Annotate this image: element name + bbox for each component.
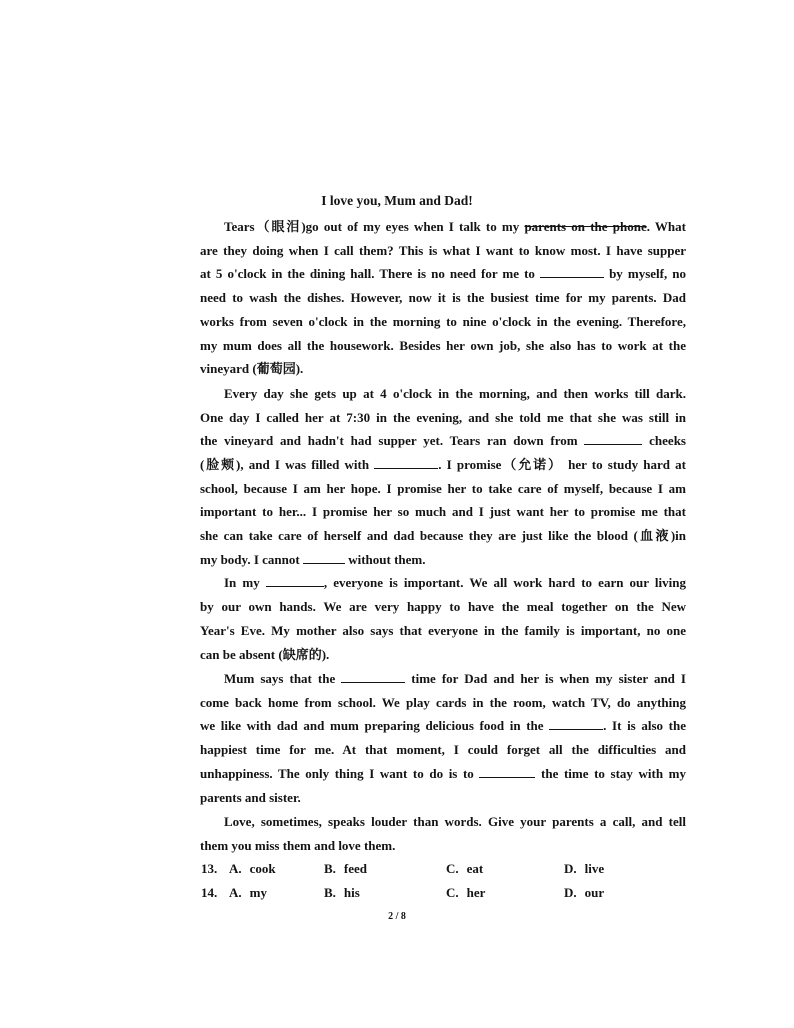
line-text: Every day she gets up at 4 o'clock in the morning, and then works till dark.: [224, 386, 686, 401]
text-line: [200, 789, 686, 807]
text-line: [200, 622, 686, 640]
text-line: [200, 456, 686, 474]
line-text: my mum does all the housework. Besides her own job, she also has to work at the: [200, 338, 686, 353]
line-text: school, because I am her hope. I promise her to take care of myself, because I am: [200, 481, 686, 496]
text-line: [200, 313, 686, 331]
text-line: [224, 218, 686, 236]
text-line: [200, 503, 686, 521]
question-number: 14.: [201, 885, 218, 900]
option-letter: B.: [324, 861, 336, 876]
text-line: [200, 598, 686, 616]
line-text: the time to stay with my: [535, 766, 686, 781]
option-text: eat: [466, 861, 484, 876]
line-text: vineyard (葡萄园).: [200, 361, 304, 376]
line-text: , everyone is important. We all work hard to earn our living: [323, 575, 687, 590]
option-text: my: [249, 885, 267, 900]
line-text: happiest time for me. At that moment, I could forget all the difficulties and: [200, 742, 686, 757]
answer-option: [324, 885, 360, 901]
answer-blank: [540, 265, 604, 278]
line-text: unhappiness. The only thing I want to do is to: [200, 766, 480, 781]
line-text: them you miss them and love them.: [200, 838, 396, 853]
option-letter: C.: [446, 861, 459, 876]
text-line: [200, 360, 686, 378]
line-text: . What: [646, 219, 686, 234]
text-line: [200, 265, 686, 283]
answer-option: [564, 885, 604, 901]
line-text: Year's Eve. My mother also says that everyone in the family is important, no one: [200, 623, 686, 638]
text-line: [200, 242, 686, 260]
line-text: (脸颊), and I was filled with: [200, 457, 375, 472]
option-letter: A.: [229, 861, 242, 876]
line-text: parents and sister.: [200, 790, 301, 805]
line-text: by our own hands. We are very happy to have the meal together on the New: [200, 599, 686, 614]
answer-option: [446, 861, 483, 877]
option-text: her: [466, 885, 486, 900]
line-text: important to her... I promise her so much and I just want her to promise me that: [200, 504, 686, 519]
passage-title: I love you, Mum and Dad!: [321, 193, 473, 208]
answer-blank: [341, 670, 405, 683]
option-letter: B.: [324, 885, 336, 900]
line-text: she can take care of herself and dad because they are just like the blood (血液)in: [200, 528, 686, 543]
text-line: [200, 646, 686, 664]
option-text: our: [584, 885, 605, 900]
text-line: [200, 717, 686, 735]
option-text: his: [343, 885, 360, 900]
text-line: [200, 289, 686, 307]
text-line: [224, 670, 686, 688]
line-text: Love, sometimes, speaks louder than words. Give your parents a call, and tell: [224, 814, 686, 829]
answer-blank: [374, 456, 438, 469]
text-line: [200, 409, 686, 427]
line-text: the vineyard and hadn't had supper yet. Tears ran down from: [200, 433, 585, 448]
line-text: can be absent (缺席的).: [200, 647, 330, 662]
line-text: Mum says that the: [224, 671, 342, 686]
line-text: works from seven o'clock in the morning to nine o'clock in the evening. Therefore,: [200, 314, 686, 329]
line-text: by myself, no: [604, 266, 687, 281]
option-letter: D.: [564, 885, 577, 900]
answer-blank: [549, 717, 603, 730]
option-text: live: [584, 861, 605, 876]
answer-blank: [303, 551, 345, 564]
answer-option: [446, 885, 485, 901]
answer-blank: [584, 432, 642, 445]
line-text: time for Dad and her is when my sister and I: [405, 671, 686, 686]
answer-option: [229, 861, 276, 877]
line-text: need to wash the dishes. However, now it is the busiest time for my parents. Dad: [200, 290, 686, 305]
text-line: [200, 337, 686, 355]
line-text: without them.: [344, 552, 426, 567]
line-text: come back home from school. We play cards in the room, watch TV, do anything: [200, 695, 686, 710]
option-text: cook: [249, 861, 276, 876]
option-letter: A.: [229, 885, 242, 900]
text-line: [200, 694, 686, 712]
line-text: One day I called her at 7:30 in the evening, and she told me that she was still in: [200, 410, 686, 425]
option-letter: C.: [446, 885, 459, 900]
struck-text: parents on the phone: [524, 219, 647, 234]
text-line: [224, 574, 686, 592]
line-text: we like with dad and mum preparing delicious food in the: [200, 718, 550, 733]
line-text: In my: [224, 575, 266, 590]
text-line: [200, 527, 686, 545]
text-line: [200, 432, 686, 450]
answer-option: [324, 861, 367, 877]
answer-option: [564, 861, 604, 877]
line-text: Tears（眼泪)go out of my eyes when I talk to my: [224, 219, 525, 234]
text-line: [200, 551, 686, 569]
page-number: 2 / 8: [388, 911, 406, 922]
line-text: my body. I cannot: [200, 552, 303, 567]
text-line: [200, 480, 686, 498]
option-letter: D.: [564, 861, 577, 876]
line-text: cheeks: [642, 433, 686, 448]
line-text: . It is also the: [603, 718, 686, 733]
question-number: 13.: [201, 861, 218, 876]
text-line: [200, 765, 686, 783]
answer-blank: [266, 574, 324, 587]
answer-option: [229, 885, 267, 901]
line-text: are they doing when I call them? This is what I want to know most. I have supper: [200, 243, 686, 258]
option-text: feed: [343, 861, 368, 876]
text-line: [224, 813, 686, 831]
line-text: . I promise（允诺） her to study hard at: [438, 457, 686, 472]
text-line: [200, 837, 686, 855]
line-text: at 5 o'clock in the dining hall. There is no need for me to: [200, 266, 540, 281]
text-line: [224, 385, 686, 403]
text-line: [200, 741, 686, 759]
answer-blank: [479, 765, 535, 778]
